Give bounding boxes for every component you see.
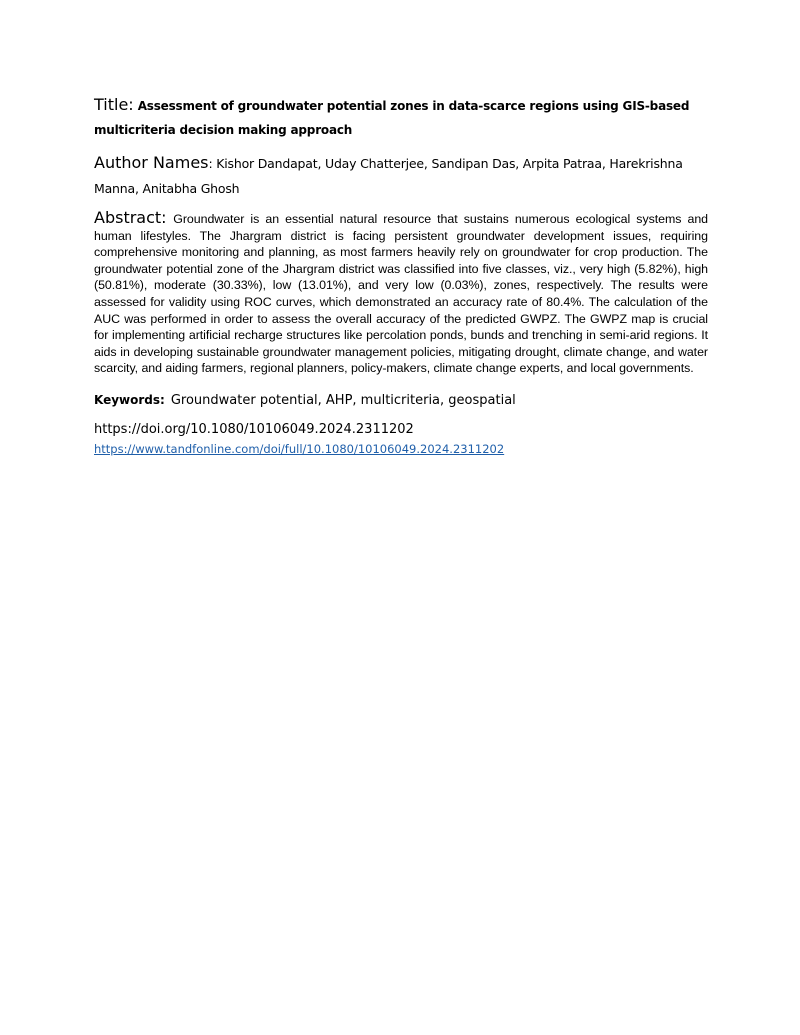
title-label: Title: bbox=[94, 95, 134, 114]
doi-text: https://doi.org/10.1080/10106049.2024.2311202 bbox=[94, 421, 414, 437]
authors-label: Author Names bbox=[94, 153, 209, 172]
article-link-line bbox=[94, 440, 708, 458]
keywords-section bbox=[94, 390, 708, 411]
article-link[interactable]: https://www.tandfonline.com/doi/full/10.1080/10106049.2024.2311202 bbox=[94, 441, 505, 456]
authors-list: : Kishor Dandapat, Uday Chatterjee, Sandipan Das, Arpita Patraa, Harekrishna Manna, Anitabha Ghosh bbox=[94, 156, 683, 196]
abstract-text: Groundwater is an essential natural resource that sustains numerous ecological systems and human lifestyles. The Jhargram district is facing persistent groundwater development issues, requiring comprehensive monitoring and planning, as most farmers heavily rely on groundwater for crop production. The groundwater potential zone of the Jhargram district was classified into five classes, viz., very high (5.82%), high (50.81%), moderate (30.33%), low (13.01%), and very low (0.03%), zones, respectively. The results were assessed for validity using ROC curves, which demonstrated an accuracy rate of 80.4%. The calculation of the AUC was performed in order to assess the overall accuracy of the predicted GWPZ. The GWPZ map is crucial for implementing artificial recharge structures like percolation ponds, bunds and trenching in semi-arid regions. It aids in developing sustainable groundwater management policies, mitigating drought, climate change, and water scarcity, and aiding farmers, regional planners, policy-makers, climate change experts, and local governments. bbox=[94, 212, 708, 376]
authors-section bbox=[94, 150, 708, 201]
keywords-text: Groundwater potential, AHP, multicriteria, geospatial bbox=[170, 392, 516, 408]
document-content bbox=[94, 93, 708, 458]
abstract-section bbox=[94, 210, 708, 377]
keywords-label: Keywords: bbox=[94, 392, 165, 407]
paper-title: Assessment of groundwater potential zones in data-scarce regions using GIS-based multicriteria decision making approach bbox=[94, 99, 690, 137]
abstract-label: Abstract: bbox=[94, 208, 167, 227]
title-section bbox=[94, 93, 708, 142]
